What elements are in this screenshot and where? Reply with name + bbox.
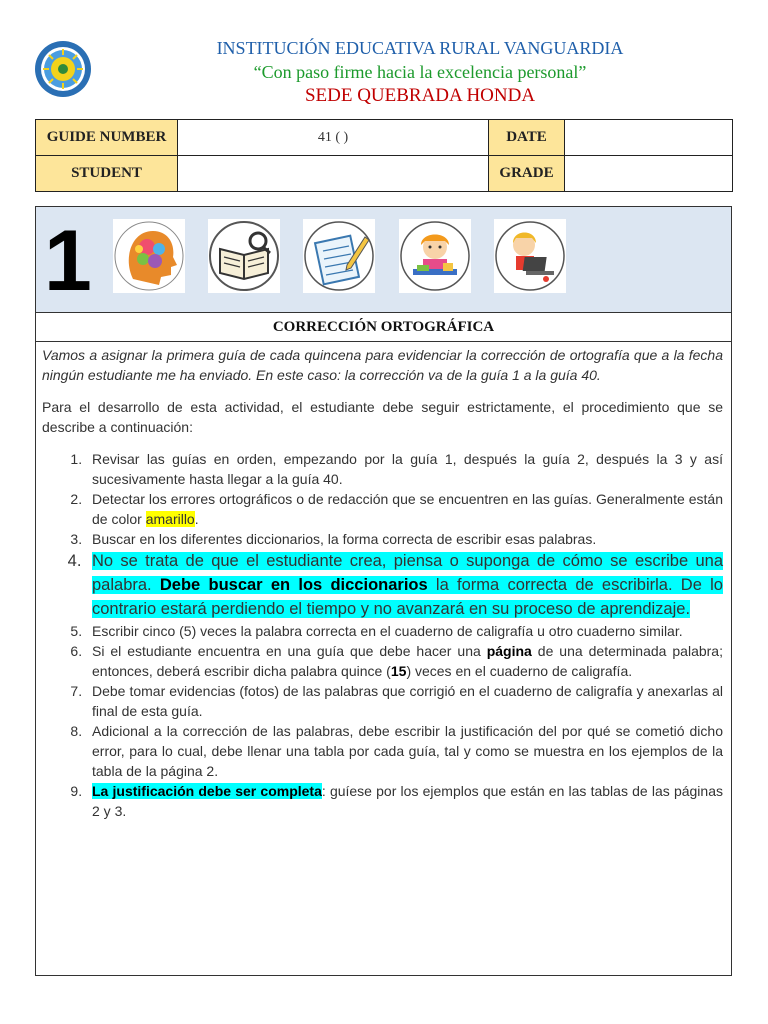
step-4-text: No se trata de que el estudiante crea, piensa o suponga de cómo se escribe una palabra. — [92, 552, 723, 594]
procedure-paragraph: Para el desarrollo de esta actividad, el estudiante debe seguir estrictamente, el procedimiento que se describe a continuación: — [42, 399, 723, 435]
activity-box — [35, 206, 732, 976]
school-logo — [34, 40, 92, 98]
step-2-highlight: amarillo — [145, 511, 195, 527]
section-title: CORRECCIÓN ORTOGRÁFICA — [36, 312, 731, 342]
icon-band — [36, 207, 731, 313]
student-label: STUDENT — [36, 156, 178, 192]
step-3: 3. Buscar en los diferentes diccionarios, la forma correcta de escribir esas palabras. — [86, 529, 723, 549]
step-4-bold: Debe buscar en los diccionarios — [159, 576, 428, 594]
step-6-bold-pagina: página — [486, 643, 532, 659]
brain-head-icon — [113, 219, 185, 293]
date-value[interactable] — [565, 120, 733, 156]
step-6 — [86, 641, 723, 681]
step-9-highlight: La justificación debe ser completa — [92, 783, 322, 799]
notepad-pencil-icon — [303, 219, 375, 293]
intro-paragraph: Vamos a asignar la primera guía de cada quincena para evidenciar la corrección de ortografía que a la fecha ningún estudiante me ha enviado. En este caso: la corrección va de la guía 1 a la guía 40. — [42, 347, 723, 383]
student-value[interactable] — [178, 156, 489, 192]
guide-info-table — [35, 119, 733, 192]
step-9 — [86, 781, 723, 821]
step-2-text: Detectar los errores ortográficos o de redacción que se encuentren en las guías. Generalmente están de color — [92, 491, 723, 527]
step-8: 8. Adicional a la corrección de las palabras, debe escribir la justificación del por qué se cometió dicho error, para lo cual, debe llenar una tabla por cada guía, tal y como se muestra en los ejemplos de la tabla de la página 2. — [86, 721, 723, 781]
sede-name: SEDE QUEBRADA HONDA — [304, 85, 536, 106]
step-4-end: la forma correcta de escribirla. De lo contrario estará perdiendo el tiempo y no avanzará en su proceso de aprendizaje. — [92, 576, 723, 618]
step-6-mid: de una determinada palabra; entonces, deberá escribir dicha palabra quince ( — [92, 643, 723, 679]
institution-name: INSTITUCIÓN EDUCATIVA RURAL VANGUARDIA — [216, 38, 624, 58]
step-9-text: : guíese por los ejemplos que están en las tablas de las páginas 2 y 3. — [92, 783, 723, 819]
activity-content — [42, 345, 723, 821]
reading-book-icon — [208, 219, 280, 293]
institution-motto: “Con paso firme hacia la excelencia personal” — [253, 62, 587, 82]
guide-number-label: GUIDE NUMBER — [36, 120, 178, 156]
boy-laptop-icon — [494, 219, 566, 293]
step-7: 7. Debe tomar evidencias (fotos) de las palabras que corrigió en el cuaderno de caligrafía y anexarlas al final de esta guía. — [86, 681, 723, 721]
step-6-text: Si el estudiante encuentra en una guía que debe hacer una — [92, 643, 487, 659]
date-label: DATE — [489, 120, 565, 156]
step-6-end: ) veces en el cuaderno de caligrafía. — [406, 663, 633, 679]
grade-label: GRADE — [489, 156, 565, 192]
step-2 — [86, 489, 723, 529]
grade-value[interactable] — [565, 156, 733, 192]
step-2-end: . — [194, 511, 199, 527]
guide-number-value[interactable]: 41 ( ) — [178, 120, 489, 156]
step-6-bold-15: 15 — [390, 663, 407, 679]
section-number: 1 — [44, 213, 92, 309]
procedure-steps — [42, 449, 723, 821]
step-5: 5. Escribir cinco (5) veces la palabra correcta en el cuaderno de caligrafía u otro cuaderno similar. — [86, 621, 723, 641]
step-1: 1. Revisar las guías en orden, empezando por la guía 1, después la guía 2, después la 3 y así sucesivamente hasta llegar a la guía 40. — [86, 449, 723, 489]
girl-studying-icon — [399, 219, 471, 293]
step-4 — [86, 549, 723, 621]
